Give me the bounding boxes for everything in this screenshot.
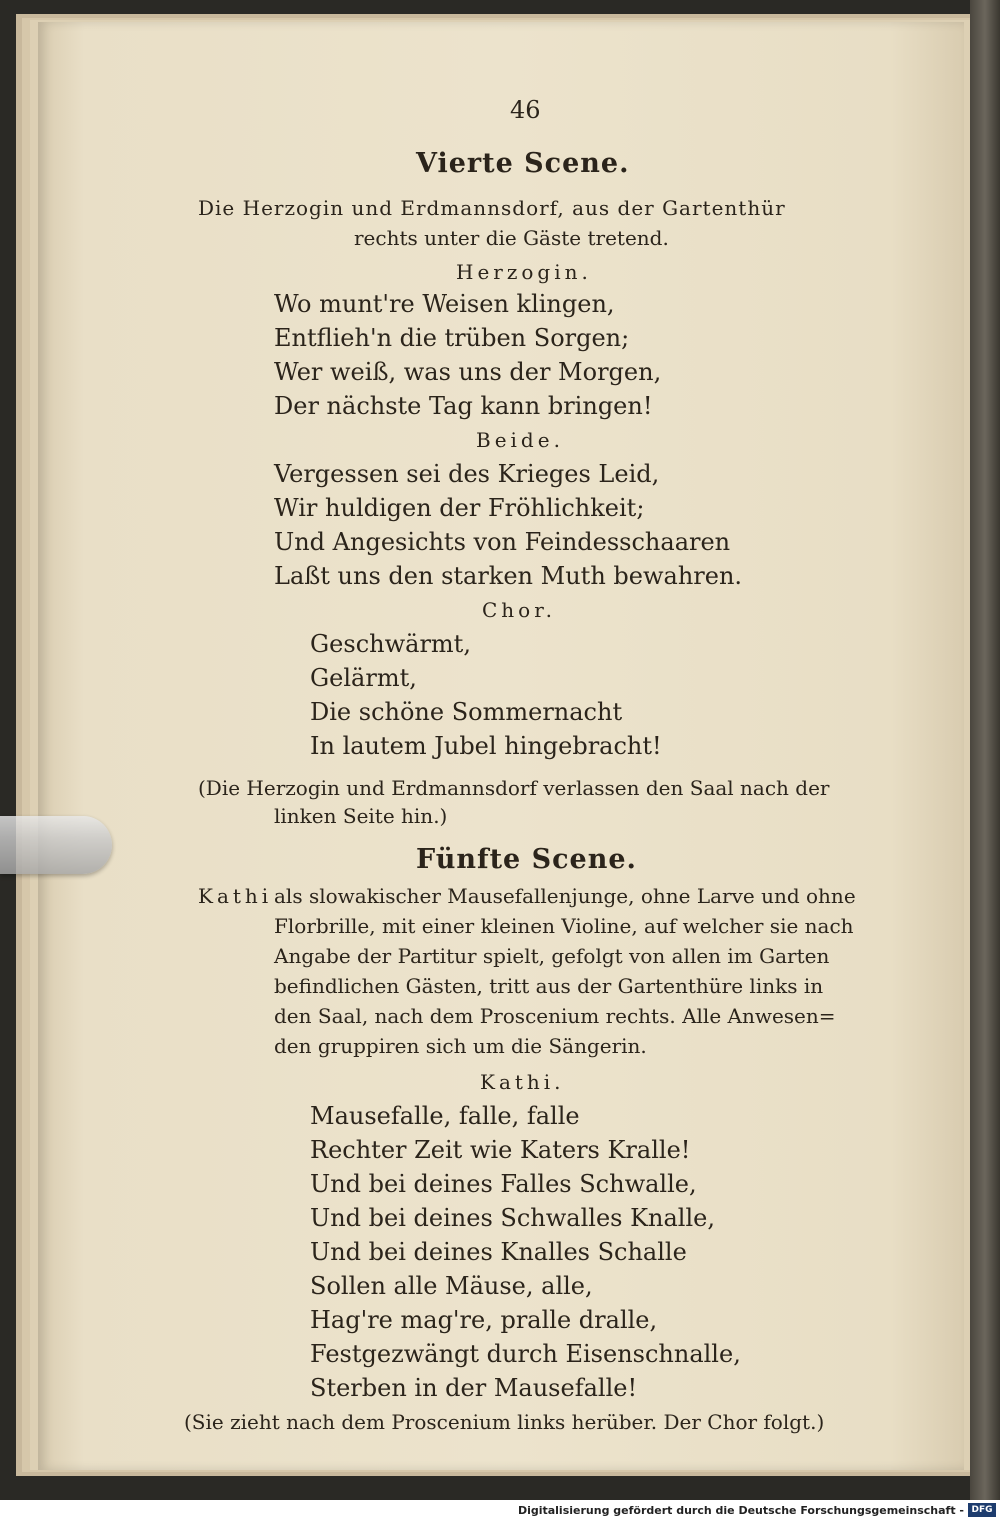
verse-line: Und bei deines Knalles Schalle [310, 1238, 687, 1266]
scene5-stage-direction: Florbrille, mit einer kleinen Violine, auf welcher sie nach [274, 914, 854, 938]
scene5-stage-direction: den Saal, nach dem Proscenium rechts. Alle Anwesen= [274, 1004, 836, 1028]
verse-line: Wer weiß, was uns der Morgen, [274, 358, 662, 386]
verse-line: Vergessen sei des Krieges Leid, [274, 460, 660, 488]
scene4-stage-direction: rechts unter die Gäste tretend. [354, 226, 669, 250]
scene5-heading: Fünfte Scene. [416, 844, 637, 875]
book-page [38, 22, 964, 1470]
verse-line: Wir huldigen der Fröhlichkeit; [274, 494, 645, 522]
verse-line: Geschwärmt, [310, 630, 471, 658]
scene5-stage-direction: den gruppiren sich um die Sängerin. [274, 1034, 647, 1058]
scene4-stage-direction: Die Herzogin und Erdmannsdorf, aus der Gartenthür [198, 196, 786, 220]
scene5-stage-direction: Angabe der Partitur spielt, gefolgt von allen im Garten [274, 944, 830, 968]
scene4-heading: Vierte Scene. [416, 148, 630, 179]
page-clip [0, 816, 112, 874]
exit-direction: linken Seite hin.) [274, 804, 448, 828]
verse-line: Laßt uns den starken Muth bewahren. [274, 562, 743, 590]
verse-line: In lautem Jubel hingebracht! [310, 732, 662, 760]
book-spine [970, 0, 1000, 1500]
footer-bar [0, 1500, 1000, 1521]
funding-credit: Digitalisierung gefördert durch die Deutsche Forschungsgemeinschaft - [517, 1504, 964, 1517]
exit-direction: (Die Herzogin und Erdmannsdorf verlassen den Saal nach der [198, 776, 830, 800]
verse-line: Entflieh'n die trüben Sorgen; [274, 324, 630, 352]
verse-line: Die schöne Sommernacht [310, 698, 623, 726]
verse-line: Hag're mag're, pralle dralle, [310, 1306, 658, 1334]
verse-line: Rechter Zeit wie Katers Kralle! [310, 1136, 691, 1164]
scene5-stage-direction: als slowakischer Mausefallenjunge, ohne Larve und ohne [274, 884, 856, 908]
verse-line: Wo munt're Weisen klingen, [274, 290, 615, 318]
speaker-name: Herzogin. [456, 260, 592, 284]
verse-line: Sterben in der Mausefalle! [310, 1374, 638, 1402]
verse-line: Sollen alle Mäuse, alle, [310, 1272, 593, 1300]
closing-direction: (Sie zieht nach dem Proscenium links herüber. Der Chor folgt.) [184, 1410, 825, 1434]
verse-line: Und Angesichts von Feindesschaaren [274, 528, 731, 556]
verse-line: Und bei deines Schwalles Knalle, [310, 1204, 715, 1232]
dfg-logo: DFG [968, 1503, 996, 1517]
page-number: 46 [510, 96, 541, 124]
verse-line: Und bei deines Falles Schwalle, [310, 1170, 697, 1198]
verse-line: Mausefalle, falle, falle [310, 1102, 580, 1130]
verse-line: Gelärmt, [310, 664, 417, 692]
speaker-name: Kathi. [480, 1070, 565, 1094]
speaker-name: Chor. [482, 598, 556, 622]
verse-line: Der nächste Tag kann bringen! [274, 392, 653, 420]
character-name: Kathi [198, 884, 273, 908]
verse-line: Festgezwängt durch Eisenschnalle, [310, 1340, 741, 1368]
speaker-name: Beide. [476, 428, 564, 452]
scene5-stage-direction: befindlichen Gästen, tritt aus der Gartenthüre links in [274, 974, 824, 998]
